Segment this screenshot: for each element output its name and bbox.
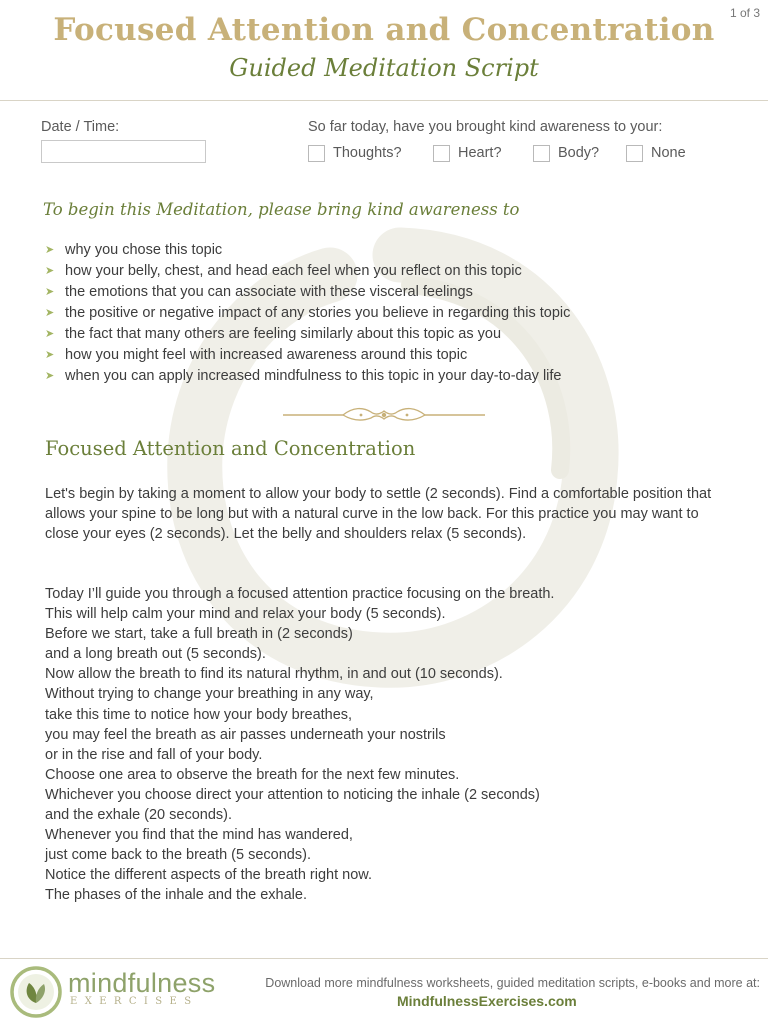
footer-divider [0, 958, 768, 959]
arrow-bullet-icon: ➤ [45, 369, 55, 382]
arrow-bullet-icon: ➤ [45, 327, 55, 340]
script-line: and the exhale (20 seconds). [45, 807, 233, 824]
intro-heading: To begin this Meditation, please bring kind awareness to [43, 200, 520, 219]
ornament-divider-icon [283, 406, 485, 424]
list-item-text: why you chose this topic [65, 241, 223, 258]
checkbox-label: Heart? [458, 145, 502, 161]
script-line: and a long breath out (5 seconds). [45, 646, 266, 663]
list-item [45, 323, 570, 344]
website-link[interactable]: MindfulnessExercises.com [397, 993, 577, 1009]
script-line: or in the rise and fall of your body. [45, 746, 263, 763]
body-checkbox[interactable] [533, 143, 599, 163]
script-lines [45, 584, 554, 906]
script-line: Whenever you find that the mind has wandered, [45, 827, 353, 844]
script-line: The phases of the inhale and the exhale. [45, 887, 307, 904]
script-line: Without trying to change your breathing in any way, [45, 686, 374, 703]
script-line: you may feel the breath as air passes underneath your nostrils [45, 726, 446, 743]
arrow-bullet-icon: ➤ [45, 348, 55, 361]
checkbox-box[interactable] [533, 145, 550, 162]
script-line: take this time to notice how your body breathes, [45, 706, 353, 723]
logo-subtitle: EXERCISES [70, 996, 199, 1007]
list-item-text: the positive or negative impact of any stories you believe in regarding this topic [65, 304, 571, 321]
list-item [45, 239, 570, 260]
logo-wordmark: mindfulness [68, 968, 216, 998]
script-line: Notice the different aspects of the breath right now. [45, 867, 372, 884]
list-item-text: the emotions that you can associate with these visceral feelings [65, 283, 473, 300]
arrow-bullet-icon: ➤ [45, 264, 55, 277]
list-item-text: the fact that many others are feeling similarly about this topic as you [65, 325, 502, 342]
checkbox-label: Body? [558, 145, 600, 161]
download-text: Download more mindfulness worksheets, guided meditation scripts, e-books and more at: [265, 976, 760, 990]
list-item [45, 281, 570, 302]
list-item-text: how you might feel with increased awareness around this topic [65, 346, 468, 363]
arrow-bullet-icon: ➤ [45, 285, 55, 298]
thoughts-checkbox[interactable] [308, 143, 402, 163]
list-item [45, 344, 570, 365]
page-indicator: 1 of 3 [729, 6, 760, 20]
arrow-bullet-icon: ➤ [45, 306, 55, 319]
script-line: Choose one area to observe the breath for the next few minutes. [45, 766, 460, 783]
list-item [45, 365, 570, 386]
checkbox-box[interactable] [626, 145, 643, 162]
list-item [45, 260, 570, 281]
arrow-bullet-icon: ➤ [45, 243, 55, 256]
script-line: Whichever you choose direct your attention to noticing the inhale (2 seconds) [45, 786, 540, 803]
section-heading: Focused Attention and Concentration [45, 437, 416, 460]
checkbox-box[interactable] [308, 145, 325, 162]
script-line: Now allow the breath to find its natural rhythm, in and out (10 seconds). [45, 666, 503, 683]
list-item [45, 302, 570, 323]
page-title: Focused Attention and Concentration [53, 12, 715, 48]
page-subtitle: Guided Meditation Script [229, 54, 539, 82]
awareness-question: So far today, have you brought kind awareness to your: [308, 119, 663, 135]
script-line: This will help calm your mind and relax your body (5 seconds). [45, 606, 446, 623]
intro-paragraph: Let's begin by taking a moment to allow your body to settle (2 seconds). Find a comfortable position that allows your spine to be long but with a natural curve in the low back. For this practice you may want to close your eyes (2 seconds). Let the belly and shoulders relax (5 seconds). [45, 486, 712, 543]
checkbox-label: Thoughts? [333, 145, 402, 161]
script-line: just come back to the breath (5 seconds). [45, 847, 311, 864]
date-time-label: Date / Time: [41, 119, 120, 135]
header-divider [0, 100, 768, 101]
intro-bullet-list [45, 239, 570, 386]
checkbox-label: None [651, 145, 686, 161]
none-checkbox[interactable] [626, 143, 686, 163]
list-item-text: how your belly, chest, and head each feel when you reflect on this topic [65, 262, 522, 279]
checkbox-box[interactable] [433, 145, 450, 162]
heart-checkbox[interactable] [433, 143, 502, 163]
list-item-text: when you can apply increased mindfulness to this topic in your day-to-day life [65, 367, 562, 384]
leaf-logo-icon [9, 965, 63, 1019]
script-line: Today I’ll guide you through a focused attention practice focusing on the breath. [45, 586, 555, 602]
date-time-field[interactable] [41, 140, 206, 163]
script-line: Before we start, take a full breath in (2 seconds) [45, 626, 353, 643]
